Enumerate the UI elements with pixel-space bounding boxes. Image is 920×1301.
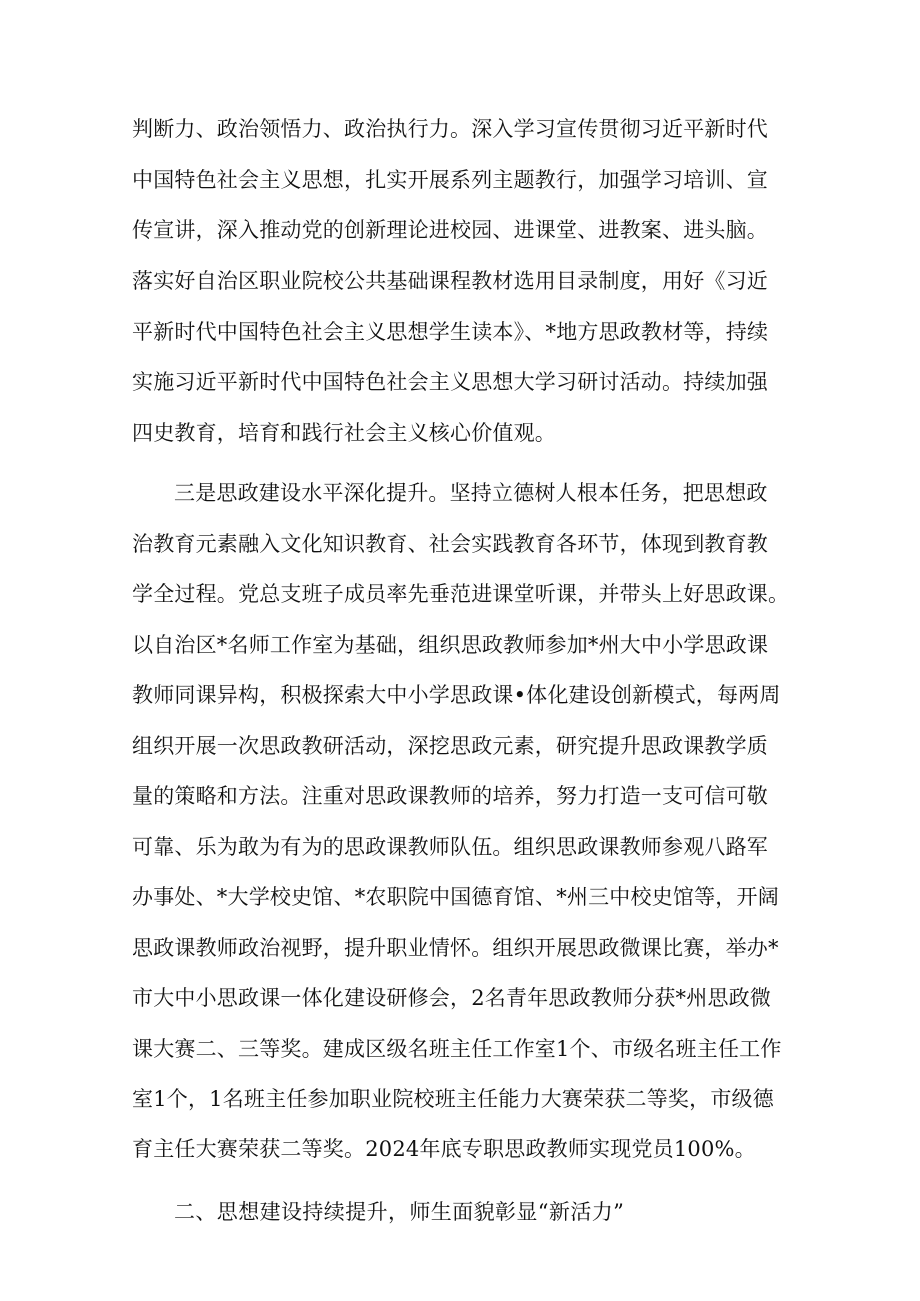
paragraph-line: 平新时代中国特色社会主义思想学生读本》、*地方思政教材等，持续 <box>132 320 769 344</box>
paragraph-line: 实施习近平新时代中国特色社会主义思想大学习研讨活动。持续加强 <box>132 370 768 394</box>
section-heading: 二、思想建设持续提升，师生面貌彰显“新活力” <box>174 1200 625 1224</box>
paragraph-line: 室1个，1名班主任参加职业院校班主任能力大赛荣获二等奖，市级德 <box>132 1087 774 1111</box>
paragraph-line: 组织开展一次思政教研活动，深挖思政元素，研究提升思政课教学质 <box>132 734 768 758</box>
paragraph-line: 中国特色社会主义思想，扎实开展系列主题教行，加强学习培训、宣 <box>132 168 768 192</box>
paragraph-line: 课大赛二、三等奖。建成区级名班主任工作室1个、市级名班主任工作 <box>132 1037 782 1061</box>
paragraph-line: 以自治区*名师工作室为基础，组织思政教师参加*州大中小学思政课 <box>132 633 769 657</box>
paragraph-line: 传宣讲，深入推动党的创新理论进校园、进课堂、进教案、进头脑。 <box>132 218 768 242</box>
paragraph-line: 市大中小思政课一体化建设研修会，2名青年思政教师分获*州思政微 <box>132 986 772 1010</box>
paragraph-line: 三是思政建设水平深化提升。坚持立德树人根本任务，把思想政 <box>174 481 768 505</box>
paragraph-line: 学全过程。党总支班子成员率先垂范进课堂听课，并带头上好思政课。 <box>132 582 790 606</box>
paragraph-line: 落实好自治区职业院校公共基础课程教材选用目录制度，用好《习近 <box>132 269 768 293</box>
paragraph-line: 教师同课异构，积极探索大中小学思政课•体化建设创新模式，每两周 <box>132 683 781 707</box>
paragraph-line: 可靠、乐为敢为有为的思政课教师队伍。组织思政课教师参观八路军 <box>132 835 768 859</box>
paragraph-line: 量的策略和方法。注重对思政课教师的培养，努力打造一支可信可敬 <box>132 784 768 808</box>
paragraph-line: 四史教育，培育和践行社会主义核心价值观。 <box>132 421 556 445</box>
paragraph-line: 判断力、政治领悟力、政治执行力。深入学习宣传贯彻习近平新时代 <box>132 117 768 141</box>
paragraph-line: 育主任大赛荣获二等奖。2024年底专职思政教师实现党员100%。 <box>132 1137 756 1161</box>
paragraph-line: 治教育元素融入文化知识教育、社会实践教育各环节，体现到教育教 <box>132 532 768 556</box>
paragraph-line: 办事处、*大学校史馆、*农职院中国德育馆、*州三中校史馆等，开阔 <box>132 885 779 909</box>
paragraph-line: 思政课教师政治视野，提升职业情怀。组织开展思政微课比赛，举办* <box>132 936 779 960</box>
